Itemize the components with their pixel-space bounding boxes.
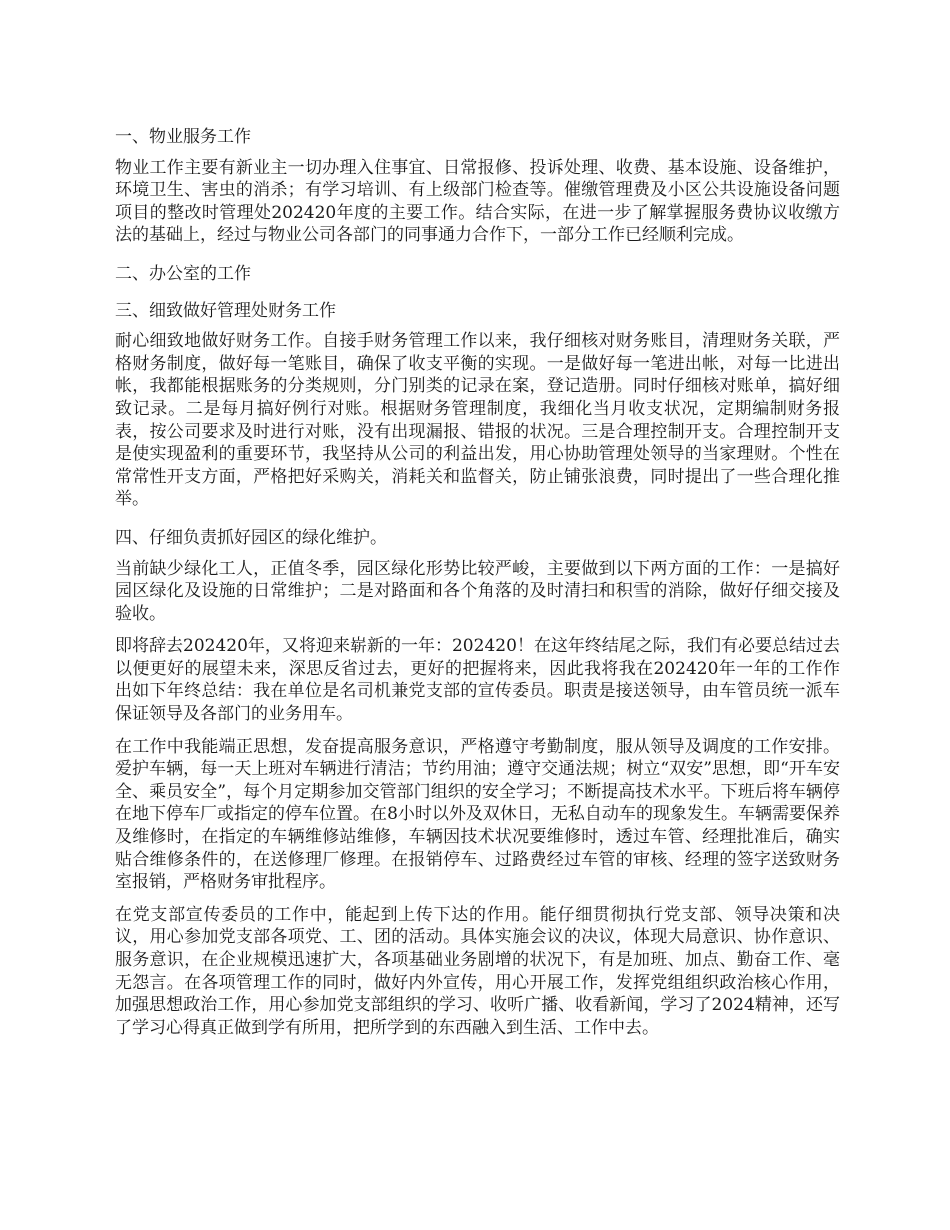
section-heading: 四、仔细负责抓好园区的绿化维护。 [115,527,387,548]
paragraph: 耐心细致地做好财务工作。自接手财务管理工作以来，我仔细核对财务账目，清理财务关联，严格财务制度，做好每一笔账目，确保了收支平衡的实现。一是做好每一笔进出帐，对每一比进出帐，我都能根据账务的分类规则，分门别类的记录在案，登记造册。同时仔细核对账单，搞好细致记录。二是每月搞好例行对账。根据财务管理制度，我细化当月收支状况，定期编制财务报表，按公司要求及时进行对账，没有出现漏报、错报的状况。三是合理控制开支。合理控制开支是使实现盈利的重要环节，我坚持从公司的利益出发，用心协助管理处领导的当家理财。个性在常常性开支方面，严格把好采购关，消耗关和监督关，防止铺张浪费，同时提出了一些合理化推举。 [115,331,840,510]
document-body [115,120,840,1049]
paragraph: 即将辞去202420年，又将迎来崭新的一年：202420！在这年终结尾之际，我们有必要总结过去以便更好的展望未来，深思反省过去，更好的把握将来，因此我将我在202420年一年的工作作出如下年终总结：我在单位是名司机兼党支部的宣传委员。职责是接送领导，由车管员统一派车保证领导及各部门的业务用车。 [115,636,840,725]
paragraph: 在党支部宣传委员的工作中，能起到上传下达的作用。能仔细贯彻执行党支部、领导决策和决议，用心参加党支部各项党、工、团的活动。具体实施会议的决议，体现大局意识、协作意识、服务意识，在企业规模迅速扩大，各项基础业务剧增的状况下，有是加班、加点、勤奋工作、毫无怨言。在各项管理工作的同时，做好内外宣传，用心开展工作，发挥党组组织政治核心作用，加强思想政治工作，用心参加党支部组织的学习、收听广播、收看新闻，学习了2024精神，还写了学习心得真正做到学有所用，把所学到的东西融入到生活、工作中去。 [115,904,840,1038]
paragraph: 物业工作主要有新业主一切办理入住事宜、日常报修、投诉处理、收费、基本设施、设备维护，环境卫生、害虫的消杀；有学习培训、有上级部门检查等。催缴管理费及小区公共设施设备问题项目的整改时管理处202420年度的主要工作。结合实际，在进一步了解掌握服务费协议收缴方法的基础上，经过与物业公司各部门的同事通力合作下，一部分工作已经顺利完成。 [115,157,840,246]
paragraph: 在工作中我能端正思想，发奋提高服务意识，严格遵守考勤制度，服从领导及调度的工作安排。爱护车辆，每一天上班对车辆进行清洁；节约用油；遵守交通法规；树立“双安”思想，即“开车安全、乘员安全”，每个月定期参加交管部门组织的安全学习；不断提高技术水平。下班后将车辆停在地下停车厂或指定的停车位置。在8小时以外及双休日，无私自动车的现象发生。车辆需要保养及维修时，在指定的车辆维修站维修，车辆因技术状况要维修时，透过车管、经理批准后，确实贴合维修条件的，在送修理厂修理。在报销停车、过路费经过车管的审核、经理的签字送致财务室报销，严格财务审批程序。 [115,736,840,893]
section-heading: 三、细致做好管理处财务工作 [115,300,336,321]
section-heading: 一、物业服务工作 [115,127,251,147]
paragraph: 当前缺少绿化工人，正值冬季，园区绿化形势比较严峻，主要做到以下两方面的工作：一是搞好园区绿化及设施的日常维护；二是对路面和各个角落的及时清扫和积雪的消除，做好仔细交接及验收。 [115,558,840,624]
section-heading: 二、办公室的工作 [115,263,251,284]
